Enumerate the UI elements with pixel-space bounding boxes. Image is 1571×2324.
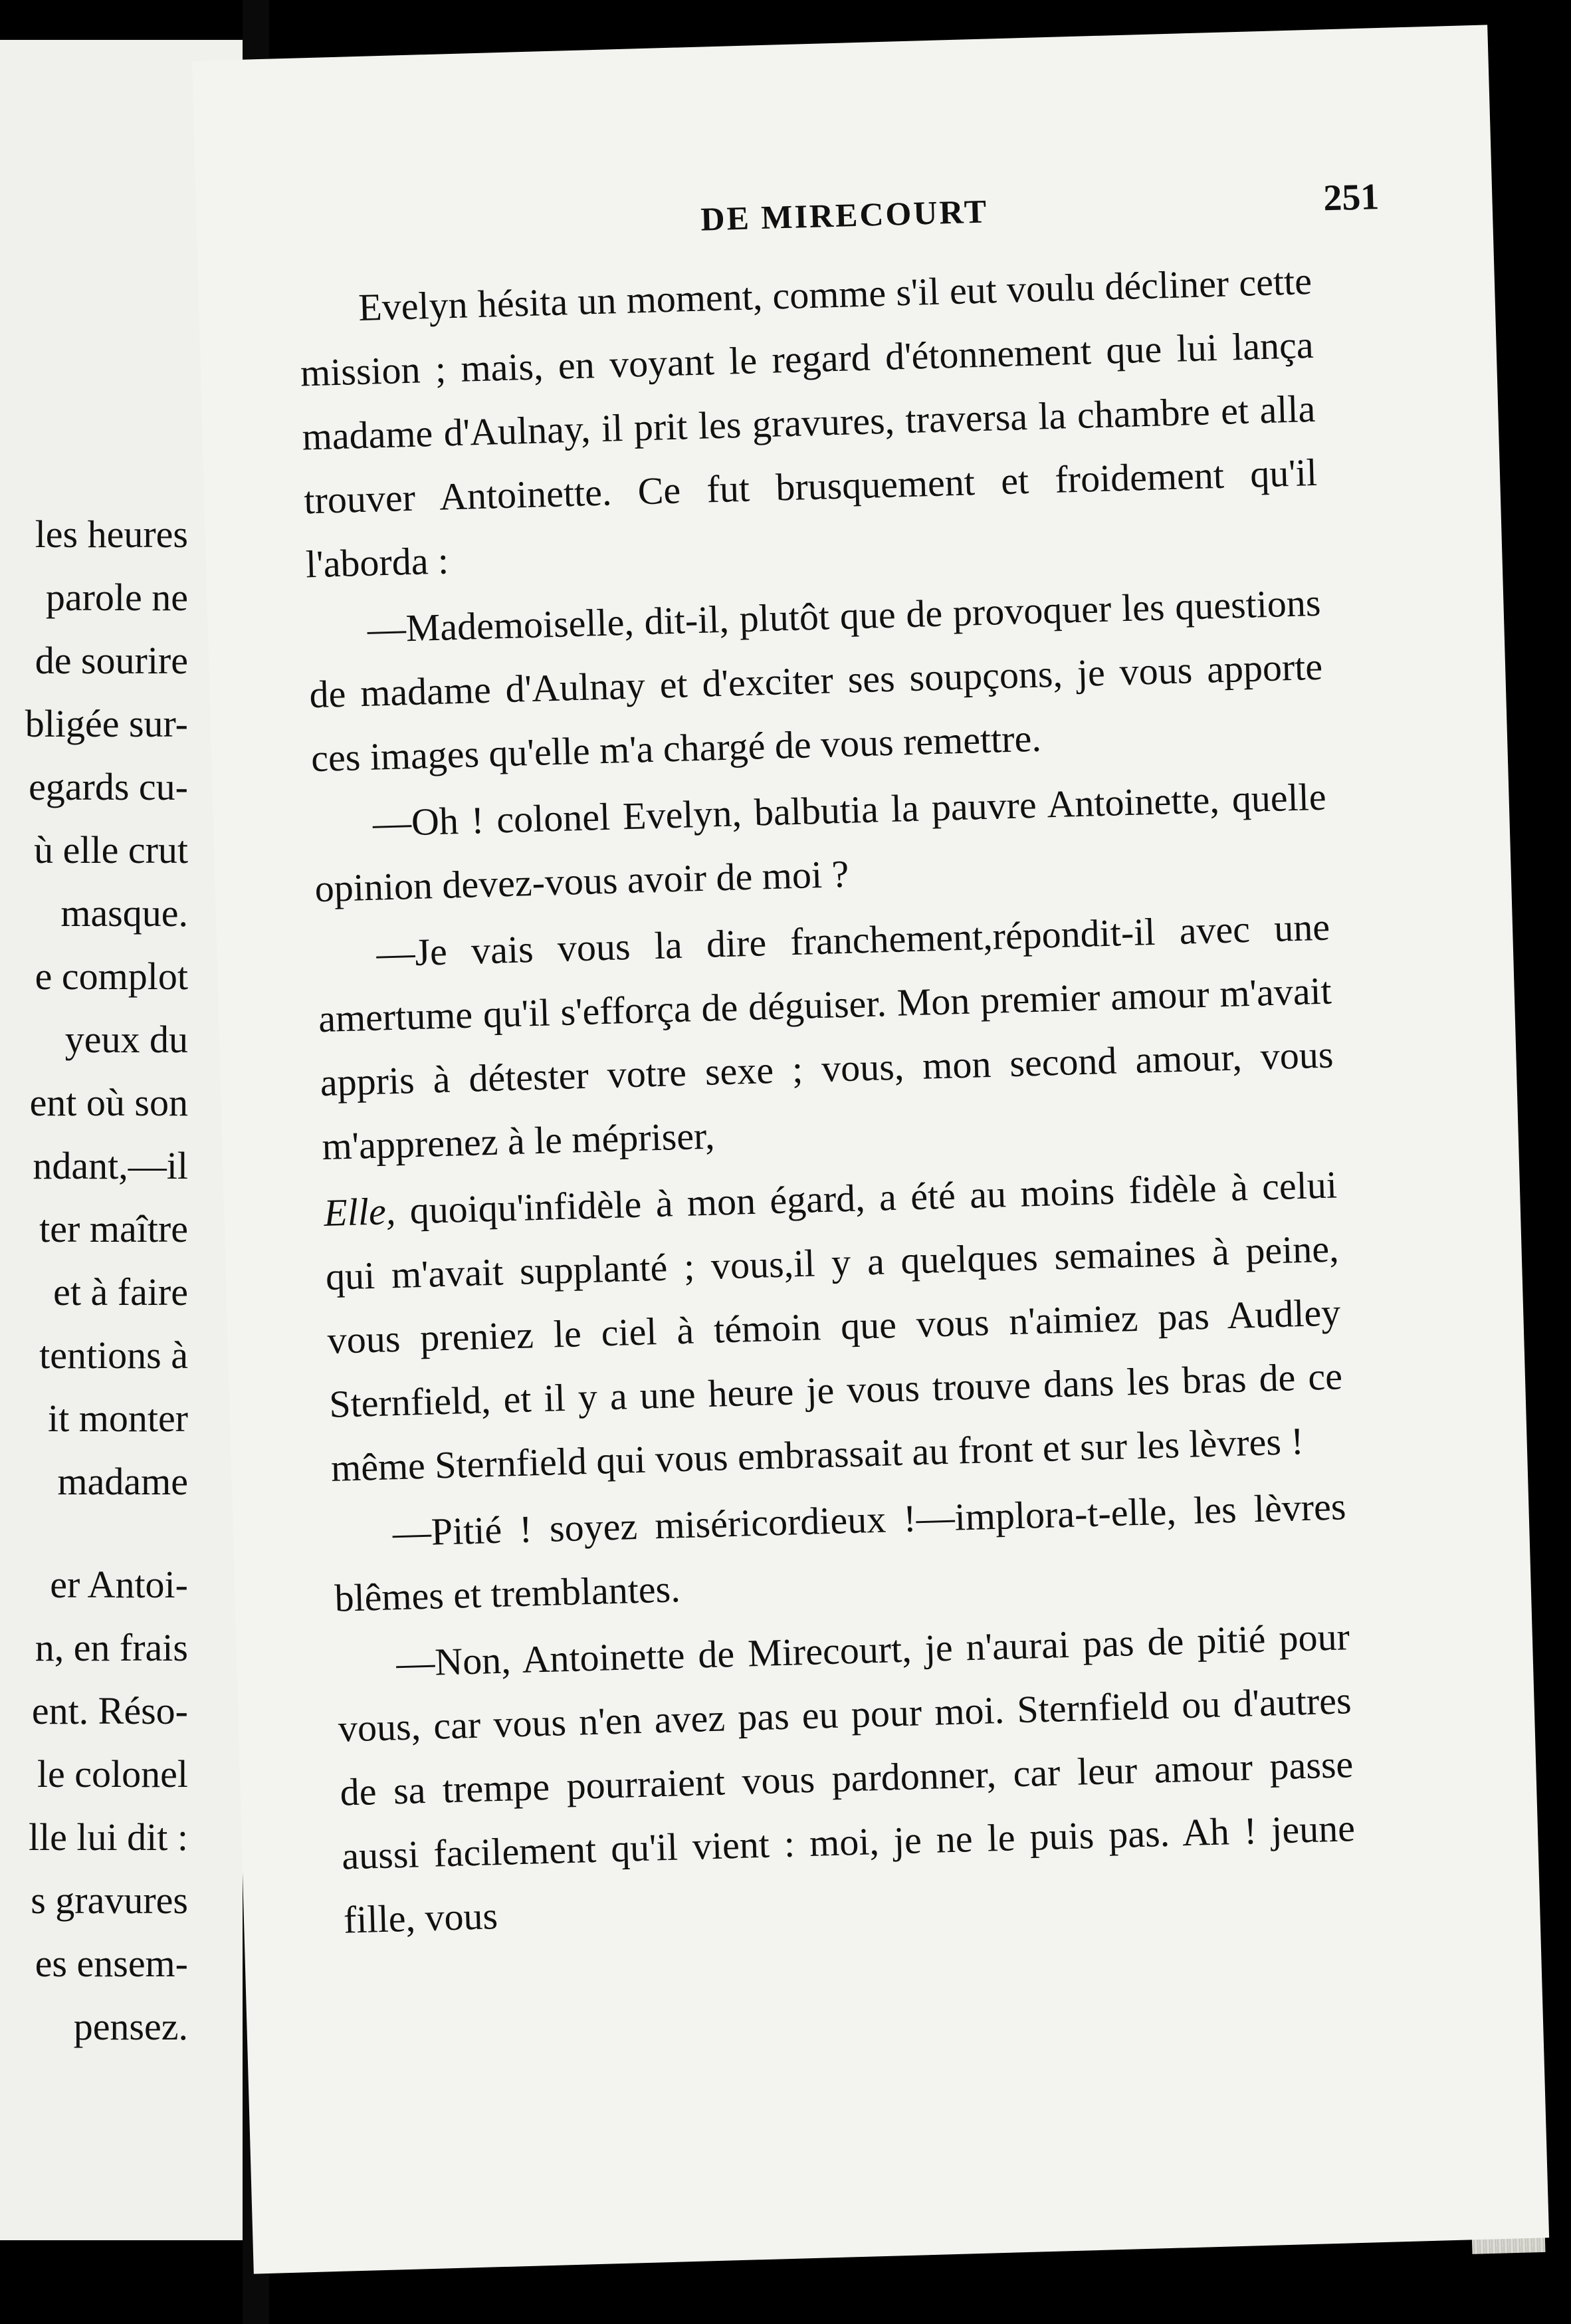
running-head: DE MIRECOURT — [700, 192, 989, 238]
emphasis-elle: Elle, — [323, 1189, 397, 1234]
left-page-line: parole ne — [45, 576, 188, 619]
paragraph-text: fidèle à celui qui m'avait supplanté ; vous,il y a quelques semaines à peine, vous preniez le ciel à témoin que vous n'aimiez pas Audley Sternfield, et il y a une heure je vous trouve dans les bras de ce même Sternfield qui vous embrassait au front et sur les lèvres ! — [325, 1163, 1343, 1490]
left-page-line: ter maître — [39, 1207, 188, 1250]
paragraph: —Mademoiselle, dit-il, plutôt que de provoquer les questions de madame d'Aulnay et d'exciter ses soupçons, je vous apporte ces images qu'elle m'a chargé de vous remettre. — [308, 580, 1323, 780]
left-page-line: ent où son — [29, 1081, 188, 1124]
paragraph: —Je vais vous la dire franchement,répondit-il avec une amertume qu'il s'efforça de déguiser. Mon premier amour m'avait appris à détester votre sexe ; vous, mon second amour, vous m'apprenez à le mépriser, — [318, 905, 1334, 1169]
left-page-line: n, en frais — [35, 1626, 188, 1669]
left-page-line: lle lui dit : — [28, 1815, 188, 1859]
paragraph-continued — [323, 1153, 1345, 1500]
left-page-line: de sourire — [35, 639, 188, 682]
left-page-line: et à faire — [53, 1270, 188, 1314]
left-page-line: ent. Réso- — [31, 1689, 188, 1732]
right-page — [192, 25, 1549, 2273]
left-page-line: er Antoi- — [50, 1563, 188, 1606]
left-page-line: pensez. — [73, 2005, 188, 2048]
left-page-line: madame — [57, 1460, 188, 1503]
page-number: 251 — [1322, 176, 1380, 219]
left-page-line: e complot — [35, 955, 188, 998]
left-page-line: les heures — [35, 513, 188, 556]
paragraph-text: quoiqu'infidèle à mon égard, a été au moins — [409, 1169, 1115, 1232]
paragraph: —Non, Antoinette de Mirecourt, je n'aurai pas de pitié pour vous, car vous n'en avez pas eu pour moi. Sternfield ou d'autres de sa trempe pourraient vous pardonner, car leur amour passe aussi facilement qu'il vient : moi, je ne le puis pas. Ah ! jeune fille, vous — [338, 1615, 1356, 1942]
paragraph: Evelyn hésita un moment, comme s'il eut voulu décliner cette mission ; mais, en voyant le regard d'étonnement que lui lança madame d'Aulnay, il prit les gravures, traversa la chambre et alla trouver Antoinette. Ce fut brusquement et froidement qu'il l'aborda : — [300, 259, 1318, 586]
paragraph: —Pitié ! soyez miséricordieux !—implora-t-elle, les lèvres blêmes et tremblantes. — [334, 1484, 1347, 1620]
left-page-line: masque. — [60, 891, 188, 935]
left-page-line: le colonel — [37, 1752, 188, 1796]
left-page-line: ù elle crut — [34, 828, 188, 872]
text-body — [298, 249, 1358, 1952]
left-page-line: es ensem- — [35, 1942, 188, 1985]
left-page-line: egards cu- — [29, 765, 188, 808]
left-page-line: s gravures — [31, 1879, 188, 1922]
left-page-line: tentions à — [39, 1334, 188, 1377]
left-page-line: it monter — [47, 1397, 188, 1440]
left-page-line: bligée sur- — [25, 702, 188, 745]
paragraph: —Oh ! colonel Evelyn, balbutia la pauvre Antoinette, quelle opinion devez-vous avoir de moi ? — [314, 774, 1327, 911]
left-page-line: yeux du — [64, 1018, 188, 1061]
left-page-line: ndant,—il — [33, 1144, 188, 1187]
